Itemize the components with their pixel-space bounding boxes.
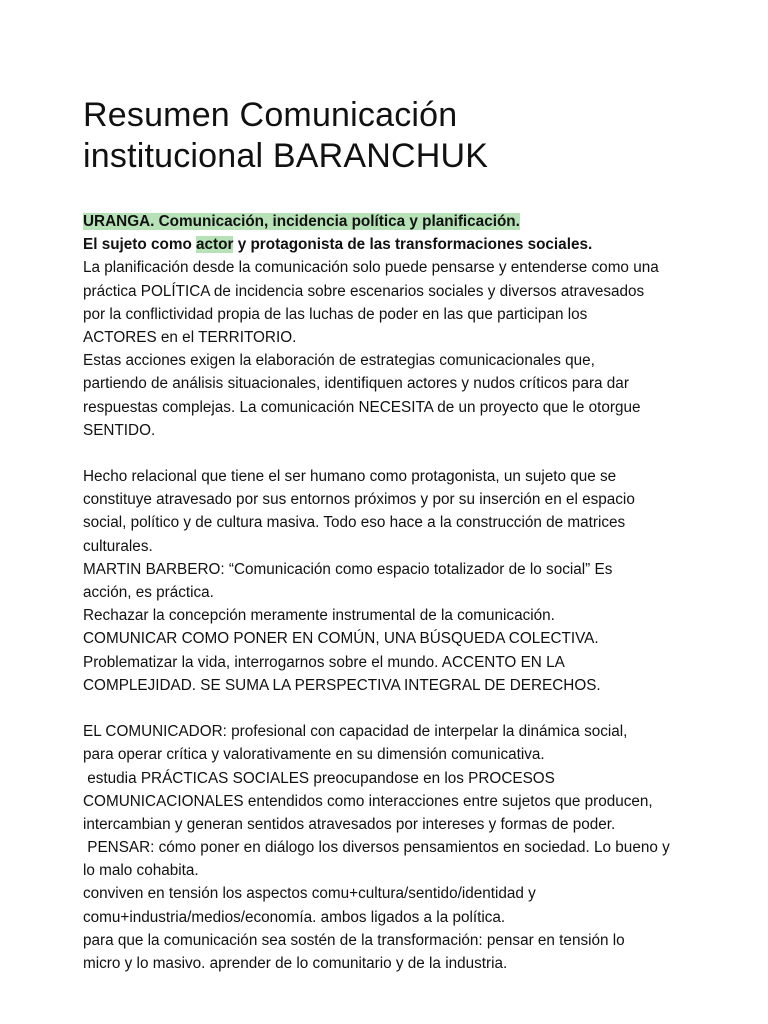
- highlighted-heading: URANGA. Comunicación, incidencia política y planificación.: [83, 213, 520, 230]
- title-line-2: institucional BARANCHUK: [83, 137, 489, 175]
- section-heading-uranga: [83, 210, 698, 233]
- document-page: [83, 95, 698, 975]
- body-line: COMUNICACIONALES entendidos como interacciones entre sujetos que producen,: [83, 792, 653, 810]
- body-line: culturales.: [83, 537, 153, 555]
- body-line: La planificación desde la comunicación solo puede pensarse y entenderse como una: [83, 259, 659, 277]
- body-line: Rechazar la concepción meramente instrumental de la comunicación.: [83, 607, 555, 625]
- body-line: MARTIN BARBERO: “Comunicación como espacio totalizador de lo social” Es: [83, 560, 613, 578]
- blank-line: [83, 697, 698, 720]
- body-line: PENSAR: cómo poner en diálogo los diversos pensamientos en sociedad. Lo bueno y: [83, 839, 670, 857]
- section-subheading: [83, 233, 698, 256]
- body-line: por la conflictividad propia de las luchas de poder en las que participan los: [83, 305, 588, 323]
- body-line: EL COMUNICADOR: profesional con capacidad de interpelar la dinámica social,: [83, 723, 628, 741]
- body-line: COMUNICAR COMO PONER EN COMÚN, UNA BÚSQUEDA COLECTIVA.: [83, 630, 599, 648]
- body-line: partiendo de análisis situacionales, identifiquen actores y nudos críticos para dar: [83, 375, 629, 393]
- highlighted-word-actor: actor: [196, 236, 234, 254]
- subheading-text-pre: El sujeto como: [83, 236, 197, 254]
- body-line: acción, es práctica.: [83, 584, 214, 601]
- body-line: para operar crítica y valorativamente en su dimensión comunicativa.: [83, 746, 545, 764]
- subheading-text-post: y protagonista de las transformaciones sociales.: [233, 236, 593, 254]
- body-line: Hecho relacional que tiene el ser humano como protagonista, un sujeto que se: [83, 468, 617, 486]
- body-line: para que la comunicación sea sostén de la transformación: pensar en tensión lo: [83, 931, 625, 949]
- title-line-1: Resumen Comunicación: [83, 96, 458, 134]
- body-line: COMPLEJIDAD. SE SUMA LA PERSPECTIVA INTEGRAL DE DERECHOS.: [83, 676, 601, 694]
- body-line: lo malo cohabita.: [83, 862, 199, 880]
- body-line: constituye atravesado por sus entornos próximos y por su inserción en el espacio: [83, 491, 635, 509]
- body-line: respuestas complejas. La comunicación NECESITA de un proyecto que le otorgue: [83, 398, 641, 416]
- body-line: social, político y de cultura masiva. Todo eso hace a la construcción de matrices: [83, 514, 626, 532]
- body-line: conviven en tensión los aspectos comu+cultura/sentido/identidad y: [83, 885, 536, 903]
- body-line: Problematizar la vida, interrogarnos sobre el mundo. ACCENTO EN LA: [83, 653, 565, 671]
- body-line: Estas acciones exigen la elaboración de estrategias comunicacionales que,: [83, 352, 595, 370]
- body-line: comu+industria/medios/economía. ambos ligados a la política.: [83, 908, 506, 926]
- body-line: intercambian y generan sentidos atravesados por intereses y formas de poder.: [83, 815, 616, 833]
- blank-line: [83, 442, 698, 465]
- document-title: [83, 95, 698, 177]
- body-line: práctica POLÍTICA de incidencia sobre escenarios sociales y diversos atravesados: [83, 282, 645, 300]
- body-line: estudia PRÁCTICAS SOCIALES preocupandose en los PROCESOS: [83, 769, 555, 787]
- body-line: SENTIDO.: [83, 421, 156, 439]
- body-line: ACTORES en el TERRITORIO.: [83, 328, 297, 346]
- document-body: [83, 210, 698, 975]
- body-line: micro y lo masivo. aprender de lo comunitario y de la industria.: [83, 955, 508, 972]
